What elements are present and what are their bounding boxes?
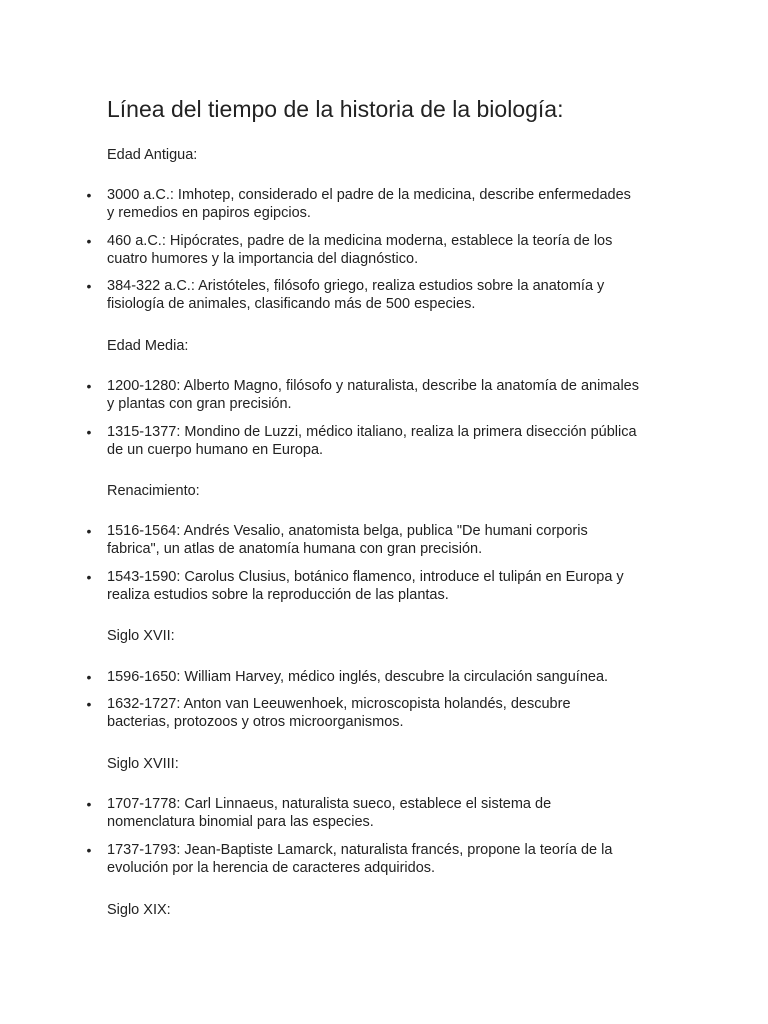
section-heading-edad-media: Edad Media: [107,338,189,354]
bullet-icon: • [86,523,92,539]
list-item [86,186,667,222]
list-item-line: de un cuerpo humano en Europa. [107,442,324,458]
list-item-line: 1737-1793: Jean-Baptiste Lamarck, naturalista francés, propone la teoría de la [107,842,613,858]
bullet-icon: • [86,842,92,858]
list-item-line: 3000 a.C.: Imhotep, considerado el padre de la medicina, describe enfermedades [107,187,631,203]
list-item-line: 1596-1650: William Harvey, médico inglés, descubre la circulación sanguínea. [107,669,609,685]
list-item [86,795,667,831]
section-heading-siglo-xvii: Siglo XVII: [107,628,175,644]
section-heading-renacimiento: Renacimiento: [107,483,200,499]
list-item-line: realiza estudios sobre la reproducción de las plantas. [107,587,449,603]
list-item-line: y plantas con gran precisión. [107,396,292,412]
page-title: Línea del tiempo de la historia de la biología: [107,96,564,122]
list-item-line: bacterias, protozoos y otros microorganismos. [107,714,404,730]
list-item [86,695,667,731]
list-item-line: nomenclatura binomial para las especies. [107,814,374,830]
list-item [86,568,667,604]
bullet-icon: • [86,187,92,203]
section-heading-edad-antigua: Edad Antigua: [107,147,198,163]
list-item [86,377,667,413]
list-item-line: 1632-1727: Anton van Leeuwenhoek, microscopista holandés, descubre [107,696,571,712]
list-item [86,232,667,268]
bullet-icon: • [86,233,92,249]
list-item [86,668,667,686]
section-heading-siglo-xix: Siglo XIX: [107,902,171,918]
list-item [86,277,667,313]
list-item-line: fabrica", un atlas de anatomía humana con gran precisión. [107,541,483,557]
list-item-line: 1200-1280: Alberto Magno, filósofo y naturalista, describe la anatomía de animales [107,378,639,394]
list-item-line: 460 a.C.: Hipócrates, padre de la medicina moderna, establece la teoría de los [107,233,613,249]
bullet-icon: • [86,669,92,685]
list-item [86,522,667,558]
list-item-line: y remedios en papiros egipcios. [107,205,311,221]
list-item-line: 1315-1377: Mondino de Luzzi, médico italiano, realiza la primera disección pública [107,424,637,440]
list-item [86,423,667,459]
bullet-icon: • [86,378,92,394]
list-item-line: cuatro humores y la importancia del diagnóstico. [107,251,419,267]
list-item-line: 1543-1590: Carolus Clusius, botánico flamenco, introduce el tulipán en Europa y [107,569,624,585]
bullet-icon: • [86,696,92,712]
list-item [86,841,667,877]
list-item-line: 384-322 a.C.: Aristóteles, filósofo griego, realiza estudios sobre la anatomía y [107,278,605,294]
list-item-line: evolución por la herencia de caracteres adquiridos. [107,860,436,876]
section-heading-siglo-xviii: Siglo XVIII: [107,756,179,772]
list-item-line: 1516-1564: Andrés Vesalio, anatomista belga, publica "De humani corporis [107,523,588,539]
bullet-icon: • [86,424,92,440]
bullet-icon: • [86,796,92,812]
bullet-icon: • [86,569,92,585]
bullet-icon: • [86,278,92,294]
list-item-line: fisiología de animales, clasificando más de 500 especies. [107,296,476,312]
list-item-line: 1707-1778: Carl Linnaeus, naturalista sueco, establece el sistema de [107,796,552,812]
